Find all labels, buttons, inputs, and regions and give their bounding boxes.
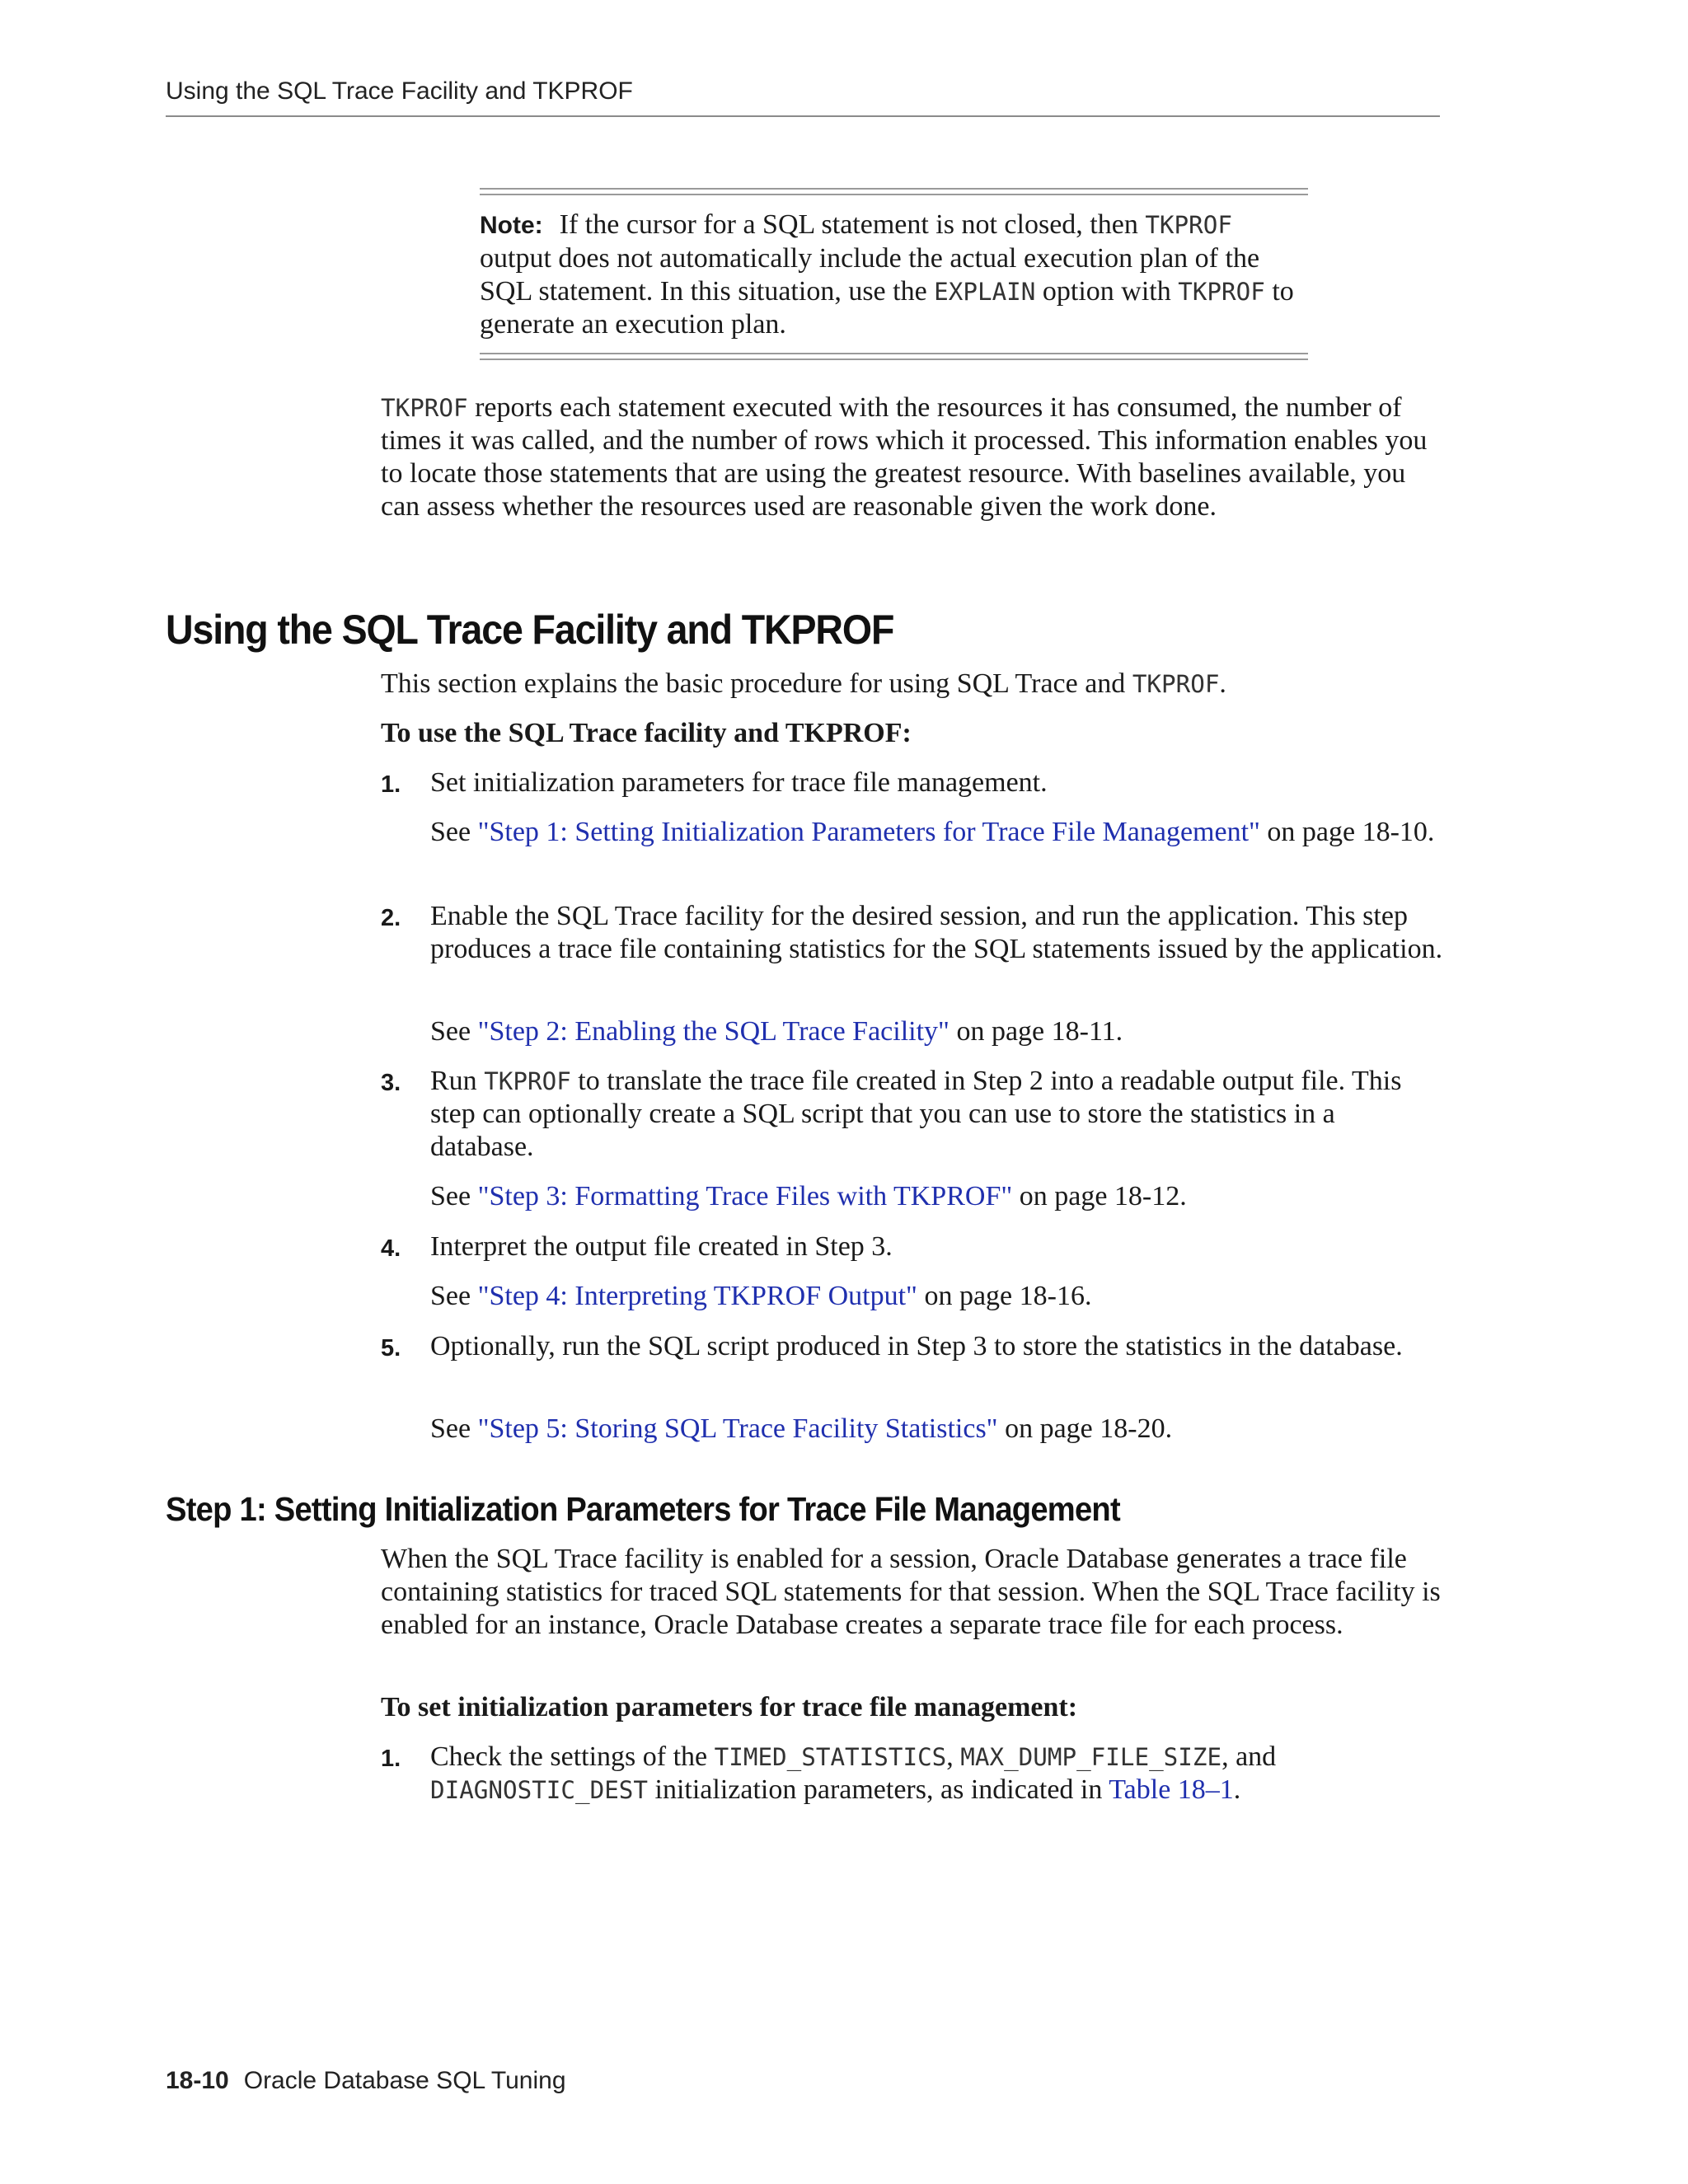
- step-number: 5.: [381, 1335, 401, 1361]
- intro-text: reports each statement executed with the resources it has consumed, the number of times it was called, and the number of rows which it processed. This information enables you to locate those statements that are using the greatest resource. With baselines available, you can assess whether the resources used are reasonable given the work done.: [381, 392, 1428, 522]
- step-code: TKPROF: [484, 1067, 571, 1095]
- step-number: 3.: [381, 1070, 401, 1096]
- param-timed-statistics: TIMED_STATISTICS: [714, 1743, 947, 1771]
- section-intro-text: This section explains the basic procedure for using SQL Trace and: [381, 668, 1132, 699]
- step-text: Enable the SQL Trace facility for the desired session, and run the application. This step produces a trace file containing statistics for the SQL statements issued by the application.: [430, 901, 1443, 964]
- note-text-part: to generate an execution plan.: [480, 276, 1294, 340]
- step-see-reference: [430, 1180, 1444, 1213]
- step-number: 1.: [381, 771, 401, 798]
- step-text: [430, 1741, 1444, 1807]
- see-prefix: See: [430, 1016, 478, 1047]
- step-see-reference: [430, 1413, 1444, 1446]
- note-code: TKPROF: [1178, 278, 1265, 306]
- note-label: Note:: [480, 212, 543, 239]
- step-4-link[interactable]: "Step 4: Interpreting TKPROF Output": [477, 1281, 917, 1311]
- step-text-part: to translate the trace file created in Step 2 into a readable output file. This step can optionally create a SQL script that you can use to store the statistics in a database.: [430, 1066, 1402, 1162]
- step-number: 1.: [381, 1746, 401, 1772]
- note-text: [480, 195, 1308, 353]
- step-number: 4.: [381, 1235, 401, 1262]
- step-5-link[interactable]: "Step 5: Storing SQL Trace Facility Statistics": [477, 1413, 998, 1444]
- step-text: Set initialization parameters for trace file management.: [430, 767, 1048, 798]
- step-text-part: Check the settings of the: [430, 1741, 715, 1772]
- step-text-part: , and: [1221, 1741, 1277, 1772]
- step-2-link[interactable]: "Step 2: Enabling the SQL Trace Facility": [477, 1016, 950, 1047]
- step-see-reference: [430, 816, 1444, 849]
- footer-book-title: Oracle Database SQL Tuning: [243, 2067, 566, 2094]
- note-box: [480, 188, 1308, 360]
- see-suffix: on page 18-16.: [917, 1281, 1092, 1311]
- step-text-part: .: [1233, 1774, 1241, 1805]
- section-intro-end: .: [1219, 668, 1226, 699]
- step-see-reference: [430, 1015, 1444, 1048]
- step-text: [430, 1065, 1444, 1164]
- see-suffix: on page 18-12.: [1012, 1181, 1187, 1212]
- header-rule: [166, 115, 1440, 117]
- param-max-dump-file-size: MAX_DUMP_FILE_SIZE: [960, 1743, 1222, 1771]
- see-suffix: on page 18-20.: [997, 1413, 1173, 1444]
- step-text: Optionally, run the SQL script produced in Step 3 to store the statistics in the database.: [430, 1331, 1403, 1361]
- step-number: 2.: [381, 905, 401, 931]
- intro-paragraph: [381, 391, 1444, 523]
- see-prefix: See: [430, 1413, 478, 1444]
- see-prefix: See: [430, 1281, 478, 1311]
- note-code: TKPROF: [1145, 211, 1232, 239]
- step-3-link[interactable]: "Step 3: Formatting Trace Files with TKPROF": [477, 1181, 1013, 1212]
- note-top-rule: [480, 188, 1308, 195]
- note-bottom-rule: [480, 353, 1308, 360]
- step-see-reference: [430, 1280, 1444, 1313]
- intro-code: TKPROF: [381, 394, 468, 422]
- procedure-title: To use the SQL Trace facility and TKPROF:: [381, 718, 912, 748]
- subsection-heading: Step 1: Setting Initialization Parameters for Trace File Management: [166, 1490, 1120, 1528]
- note-text-part: If the cursor for a SQL statement is not closed, then: [559, 209, 1146, 240]
- subsection-paragraph: When the SQL Trace facility is enabled for a session, Oracle Database generates a trace file containing statistics for traced SQL statements for that session. When the SQL Trace facility is enabled for an instance, Oracle Database creates a separate trace file for each process.: [381, 1544, 1441, 1640]
- footer-page-number: 18-10: [166, 2067, 229, 2094]
- note-text-part: output does not automatically include the actual execution plan of the SQL statement. In this situation, use the: [480, 243, 1260, 307]
- section-heading: Using the SQL Trace Facility and TKPROF: [166, 607, 894, 653]
- see-prefix: See: [430, 817, 478, 847]
- step-text: Interpret the output file created in Step 3.: [430, 1231, 893, 1262]
- table-18-1-link[interactable]: Table 18–1: [1109, 1774, 1234, 1805]
- see-suffix: on page 18-10.: [1259, 817, 1435, 847]
- section-intro: [381, 668, 1226, 701]
- section-intro-code: TKPROF: [1132, 670, 1220, 698]
- see-suffix: on page 18-11.: [949, 1016, 1123, 1047]
- step-text-part: ,: [946, 1741, 961, 1772]
- param-diagnostic-dest: DIAGNOSTIC_DEST: [430, 1776, 649, 1804]
- step-1-link[interactable]: "Step 1: Setting Initialization Parameters for Trace File Management": [477, 817, 1260, 847]
- step-text-part: initialization parameters, as indicated in: [648, 1774, 1109, 1805]
- running-header: Using the SQL Trace Facility and TKPROF: [166, 77, 633, 105]
- subsection-procedure-title: To set initialization parameters for trace file management:: [381, 1692, 1078, 1722]
- see-prefix: See: [430, 1181, 478, 1212]
- page-footer: [166, 2067, 566, 2095]
- note-text-part: option with: [1035, 276, 1179, 307]
- step-text-part: Run: [430, 1066, 485, 1096]
- note-code: EXPLAIN: [934, 278, 1036, 306]
